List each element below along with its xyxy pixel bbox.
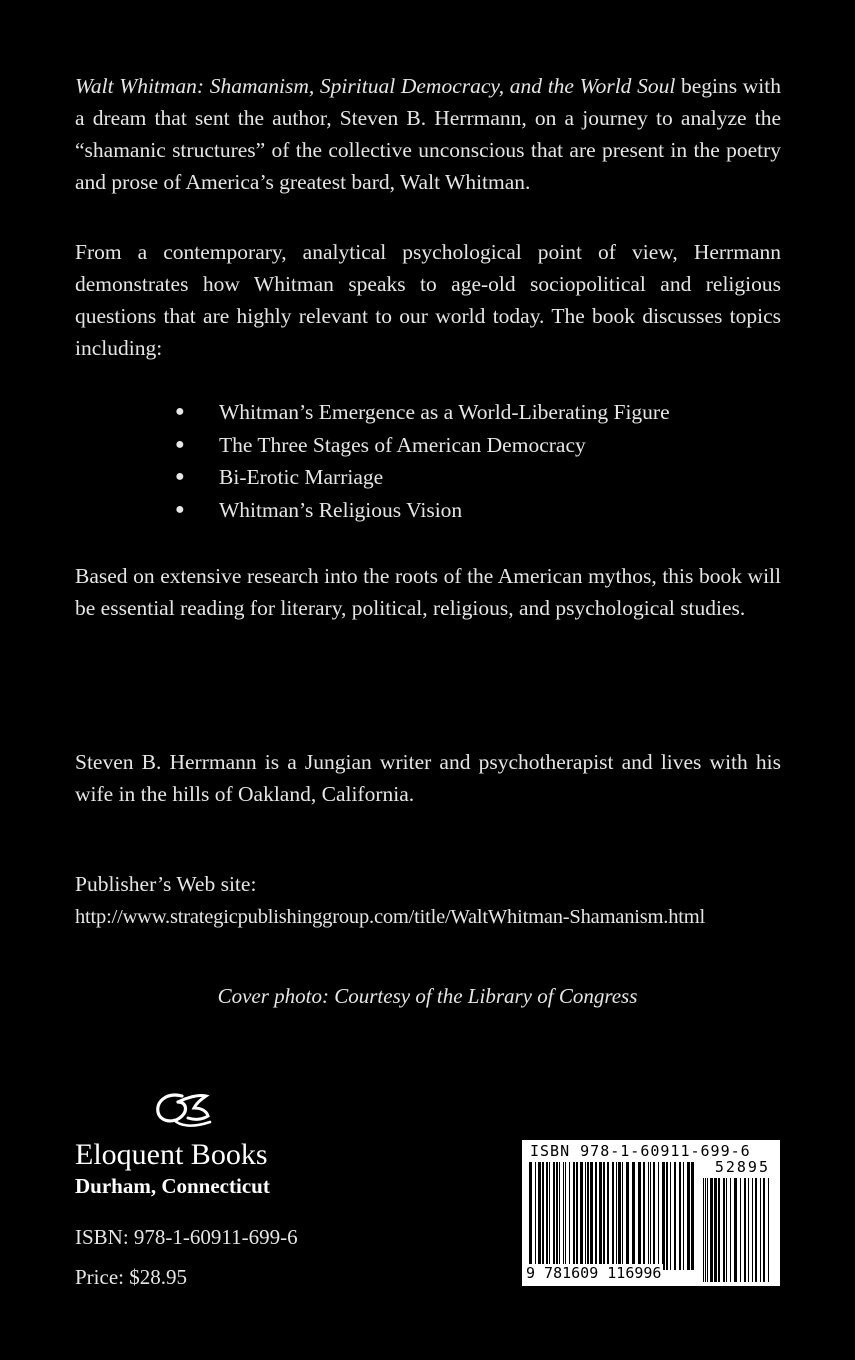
- barcode-digits: 9 781609 116996: [526, 1264, 662, 1282]
- topic-label: Bi-Erotic Marriage: [219, 465, 384, 489]
- topic-label: The Three Stages of American Democracy: [219, 432, 586, 457]
- eb-monogram-icon: [152, 1086, 216, 1132]
- intro-paragraph: [75, 70, 781, 198]
- publisher-web-site: [75, 868, 781, 933]
- topic-label: Whitman’s Religious Vision: [219, 497, 463, 522]
- intro-text: begins with a dream that sent the author, Steven B. Herrmann, on a journey to analyze the “shamanic structures” of the collective unconscious that are present in the poetry and prose of America’s greatest bard, Walt Whitman.: [75, 74, 781, 194]
- author-bio: Steven B. Herrmann is a Jungian writer and psychotherapist and lives with his wife in the hills of Oakland, California.: [75, 750, 781, 806]
- isbn-text: ISBN: 978-1-60911-699-6: [75, 1225, 298, 1249]
- bullet-icon: ●: [175, 468, 185, 485]
- topic-label: Whitman’s Emergence as a World-Liberating Figure: [219, 400, 670, 424]
- research-paragraph: Based on extensive research into the roots of the American mythos, this book will be essential reading for literary, political, religious, and psychological studies.: [75, 564, 781, 620]
- barcode-isbn-label: ISBN 978-1-60911-699-6: [530, 1142, 751, 1160]
- bullet-icon: ●: [175, 435, 185, 453]
- isbn-barcode: [522, 1140, 780, 1286]
- cover-photo-credit: Cover photo: Courtesy of the Library of Congress: [217, 984, 638, 1008]
- publisher-location: Durham, Connecticut: [75, 1174, 270, 1198]
- bullet-icon: ●: [175, 500, 185, 518]
- topics-list: [175, 396, 670, 526]
- analysis-paragraph: From a contemporary, analytical psychological point of view, Herrmann demonstrates how Whitman speaks to age-old sociopolitical and religious questions that are highly relevant to our world today. The book discusses topics including:: [75, 240, 781, 360]
- publisher-name: Eloquent Books: [75, 1138, 268, 1171]
- barcode-price-code: 52895: [714, 1158, 770, 1176]
- barcode-bars-icon: [528, 1162, 694, 1270]
- book-title-italic: Walt Whitman: Shamanism, Spiritual Democracy, and the World Soul: [75, 74, 676, 98]
- web-site-label: Publisher’s Web site:: [75, 872, 257, 896]
- list-item: [175, 429, 670, 462]
- list-item: [175, 494, 670, 527]
- bullet-icon: ●: [175, 403, 185, 420]
- barcode-addon-bars-icon: [702, 1178, 774, 1282]
- list-item: [175, 461, 670, 494]
- price-text: Price: $28.95: [75, 1265, 187, 1289]
- web-site-url: http://www.strategicpublishinggroup.com/title/WaltWhitman-Shamanism.html: [75, 906, 705, 928]
- list-item: [175, 396, 670, 429]
